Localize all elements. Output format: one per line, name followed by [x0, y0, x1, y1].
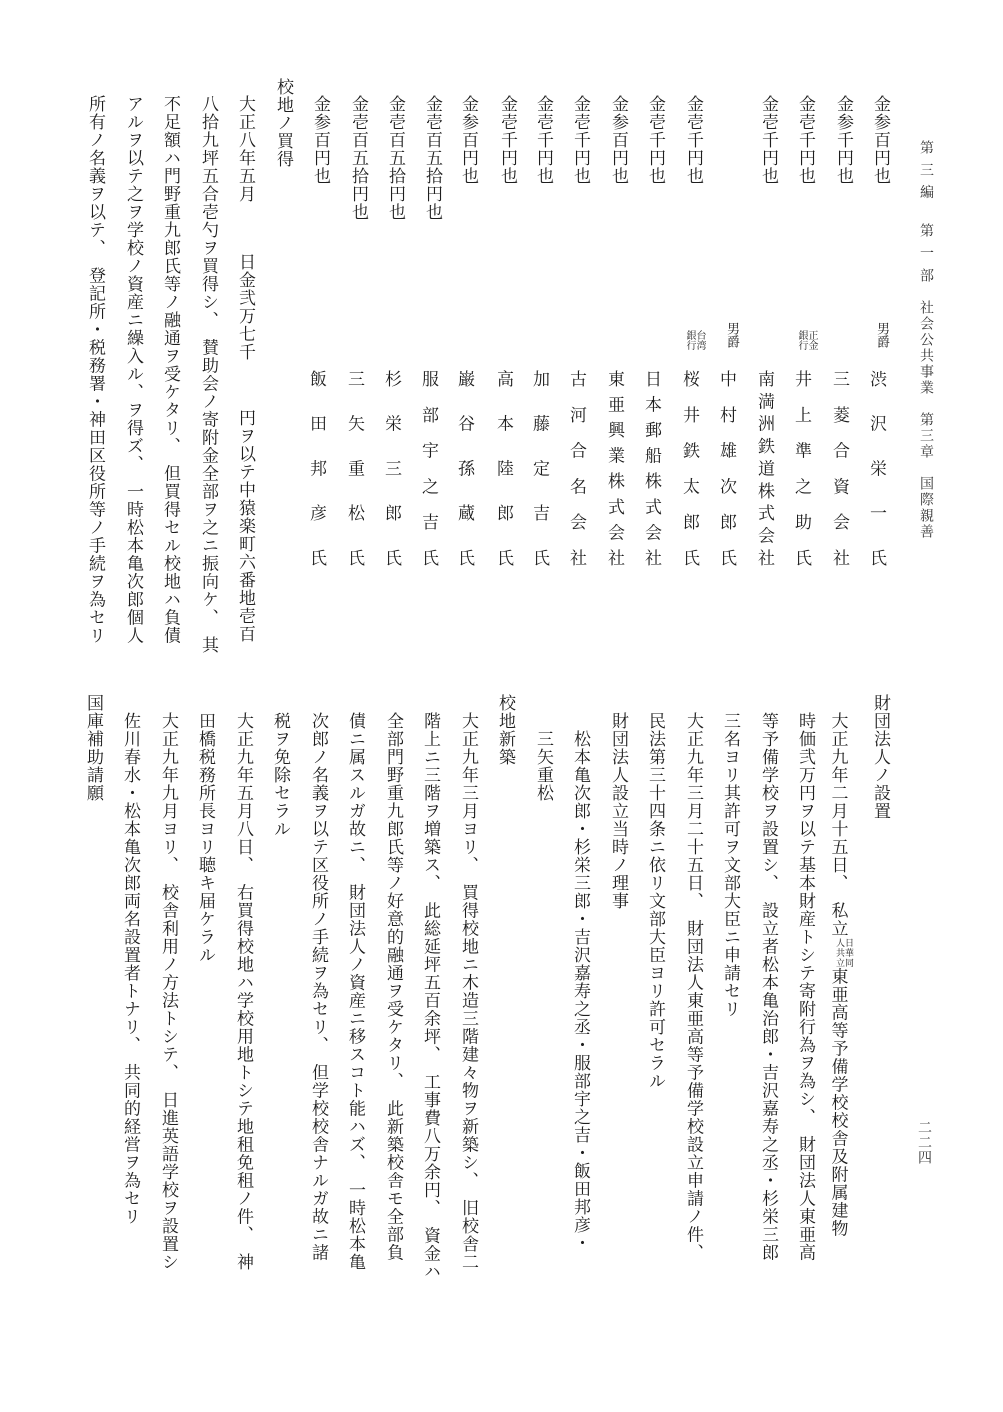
- land-purchase-location: 円ヲ以テ中猿楽町六番地壱百: [235, 409, 255, 643]
- donation-amount: 金参百円也: [870, 95, 890, 185]
- annotation-line: 人共立: [834, 937, 844, 968]
- donor-title: 男爵: [874, 322, 889, 348]
- new-building-line: 大正九年三月ヨリ、 買得校地ニ木造三階建々物ヲ新築シ、 旧校舎二: [458, 712, 478, 1271]
- donor-name: 三菱合資会社: [829, 370, 849, 566]
- section-heading-foundation: 財団法人ノ設置: [870, 694, 890, 820]
- foundation-date: 大正九年二月十五日、 私立: [827, 712, 848, 938]
- land-purchase-line: 所有ノ名義ヲ以テ、 登記所・税務署・神田区役所等ノ手続ヲ為セリ: [85, 95, 105, 645]
- foundation-line: 大正九年三月二十五日、 財団法人東亜高等予備学校設立申請ノ件、: [683, 712, 703, 1262]
- donor-name: 中村雄次郎氏: [716, 370, 736, 566]
- donor-name: 三矢重松氏: [344, 370, 364, 566]
- donation-amount: 金参百円也: [310, 95, 330, 185]
- donor-name: 加藤定吉氏: [529, 370, 549, 566]
- donor-affiliation: [682, 330, 704, 350]
- donation-amount: 金壱千円也: [533, 95, 553, 185]
- director-list: 松本亀次郎・杉栄三郎・吉沢嘉寿之丞・服部宇之吉・飯田邦彦・: [570, 730, 590, 1252]
- donation-amount: 金壱千円也: [570, 95, 590, 185]
- new-building-line: 田橋税務所長ヨリ聴キ届ケラル: [195, 712, 215, 964]
- director-list: 三矢重松: [533, 730, 553, 802]
- new-building-line: 大正九年五月八日、 右買得校地ハ学校用地トシテ地租免租ノ件、 神: [233, 712, 253, 1271]
- donation-amount: 金壱千円也: [795, 95, 815, 185]
- donation-amount: 金参百円也: [608, 95, 628, 185]
- donor-name: 古河合名会社: [566, 370, 586, 566]
- land-purchase-line: 不足額ハ門野重九郎氏等ノ融通ヲ受ケタリ、 但買得セル校地ハ負債: [160, 95, 180, 645]
- donor-name: 巌谷孫蔵氏: [454, 370, 474, 566]
- new-building-line: 佐川春水・松本亀次郎両名設置者トナリ、 共同的経営ヲ為セリ: [120, 712, 140, 1226]
- foundation-first-line: [827, 712, 853, 1238]
- donor-name: 高本陸郎氏: [493, 370, 513, 566]
- page-number: 二二四: [916, 1120, 932, 1165]
- donation-amount: 金参千円也: [833, 95, 853, 185]
- donor-name: 井上準之助氏: [791, 370, 811, 566]
- donation-amount: 金参百円也: [458, 95, 478, 185]
- donation-amount: 金壱百五拾円也: [422, 95, 442, 221]
- donation-amount: 金壱千円也: [645, 95, 665, 185]
- new-building-line: 次郎ノ名義ヲ以テ区役所ノ手続ヲ為セリ、 但学校校舎ナルガ故ニ諸: [308, 712, 328, 1262]
- new-building-line: 税ヲ免除セラル: [270, 712, 290, 838]
- donor-name: 桜井鉄太郎氏: [679, 370, 699, 566]
- donor-name: 服部宇之吉氏: [418, 370, 438, 566]
- foundation-line: 等予備学校ヲ設置シ、 設立者松本亀治郎・吉沢嘉寿之丞・杉栄三郎: [758, 712, 778, 1262]
- donation-amount: 金壱千円也: [683, 95, 703, 185]
- donor-name: 杉栄三郎氏: [381, 370, 401, 566]
- new-building-line: 階上ニ三階ヲ増築ス、 此総延坪五百余坪、 工事費八万余円、 資金ハ: [420, 712, 440, 1281]
- running-head: 第 三 編 第 一 部 社会公共事業 第三章 国際親善: [918, 140, 934, 541]
- section-heading-subsidy: 国庫補助請願: [83, 694, 103, 802]
- school-name: 東亜高等予備学校校舎及附属建物: [827, 967, 848, 1238]
- donor-name: 南満洲鉄道株式会社: [754, 370, 774, 566]
- donation-amount: 金壱百五拾円也: [348, 95, 368, 221]
- land-purchase-date: 大正八年五月: [235, 95, 255, 203]
- land-purchase-amount: 日金弐万七千: [235, 253, 255, 361]
- donation-amount: 金壱千円也: [497, 95, 517, 185]
- affiliation-line: 銀行: [684, 330, 695, 350]
- affiliation-line: 台湾: [694, 330, 705, 350]
- donor-name: 渋沢栄一氏: [866, 370, 886, 566]
- donor-name: 飯田邦彦氏: [306, 370, 326, 566]
- section-heading-new-building: 校地新築: [495, 694, 515, 766]
- donor-name: 日本郵船株式会社: [641, 370, 661, 566]
- foundation-line: 財団法人設立当時ノ理事: [608, 712, 628, 910]
- foundation-line: 民法第三十四条ニ依リ文部大臣ヨリ許可セラル: [645, 712, 665, 1090]
- foundation-line: 時価弐万円ヲ以テ基本財産トシテ寄附行為ヲ為シ、 財団法人東亜高: [795, 712, 815, 1262]
- donation-amount: 金壱千円也: [758, 95, 778, 185]
- donation-amount: 金壱百五拾円也: [385, 95, 405, 221]
- donor-title: 男爵: [724, 322, 739, 348]
- annotation-line: 日華同: [843, 937, 853, 968]
- land-purchase-first-line: [236, 95, 254, 643]
- donor-affiliation: [794, 330, 816, 350]
- affiliation-line: 正金: [806, 330, 817, 350]
- foundation-line: 三名ヨリ其許可ヲ文部大臣ニ申請セリ: [720, 712, 740, 1018]
- new-building-line: 全部門野重九郎氏等ノ好意的融通ヲ受ケタリ、 此新築校舎モ全部負: [383, 712, 403, 1262]
- new-building-line: 大正九年九月ヨリ、 校舎利用ノ方法トシテ、 日進英語学校ヲ設置シ: [158, 712, 178, 1271]
- school-name-annotation: [832, 938, 852, 968]
- affiliation-line: 銀行: [796, 330, 807, 350]
- land-purchase-line: アルヲ以テ之ヲ学校ノ資産ニ繰入ル、ヲ得ズ、 一時松本亀次郎個人: [123, 95, 143, 645]
- land-purchase-line: 八拾九坪五合壱勺ヲ買得シ、 賛助会ノ寄附金全部ヲ之ニ振向ケ、 其: [198, 95, 218, 654]
- section-heading-land-purchase: 校地ノ買得: [273, 78, 293, 168]
- new-building-line: 債ニ属スルガ故ニ、 財団法人ノ資産ニ移スコト能ハズ、 一時松本亀: [345, 712, 365, 1271]
- donor-name: 東亜興業株式会社: [604, 370, 624, 566]
